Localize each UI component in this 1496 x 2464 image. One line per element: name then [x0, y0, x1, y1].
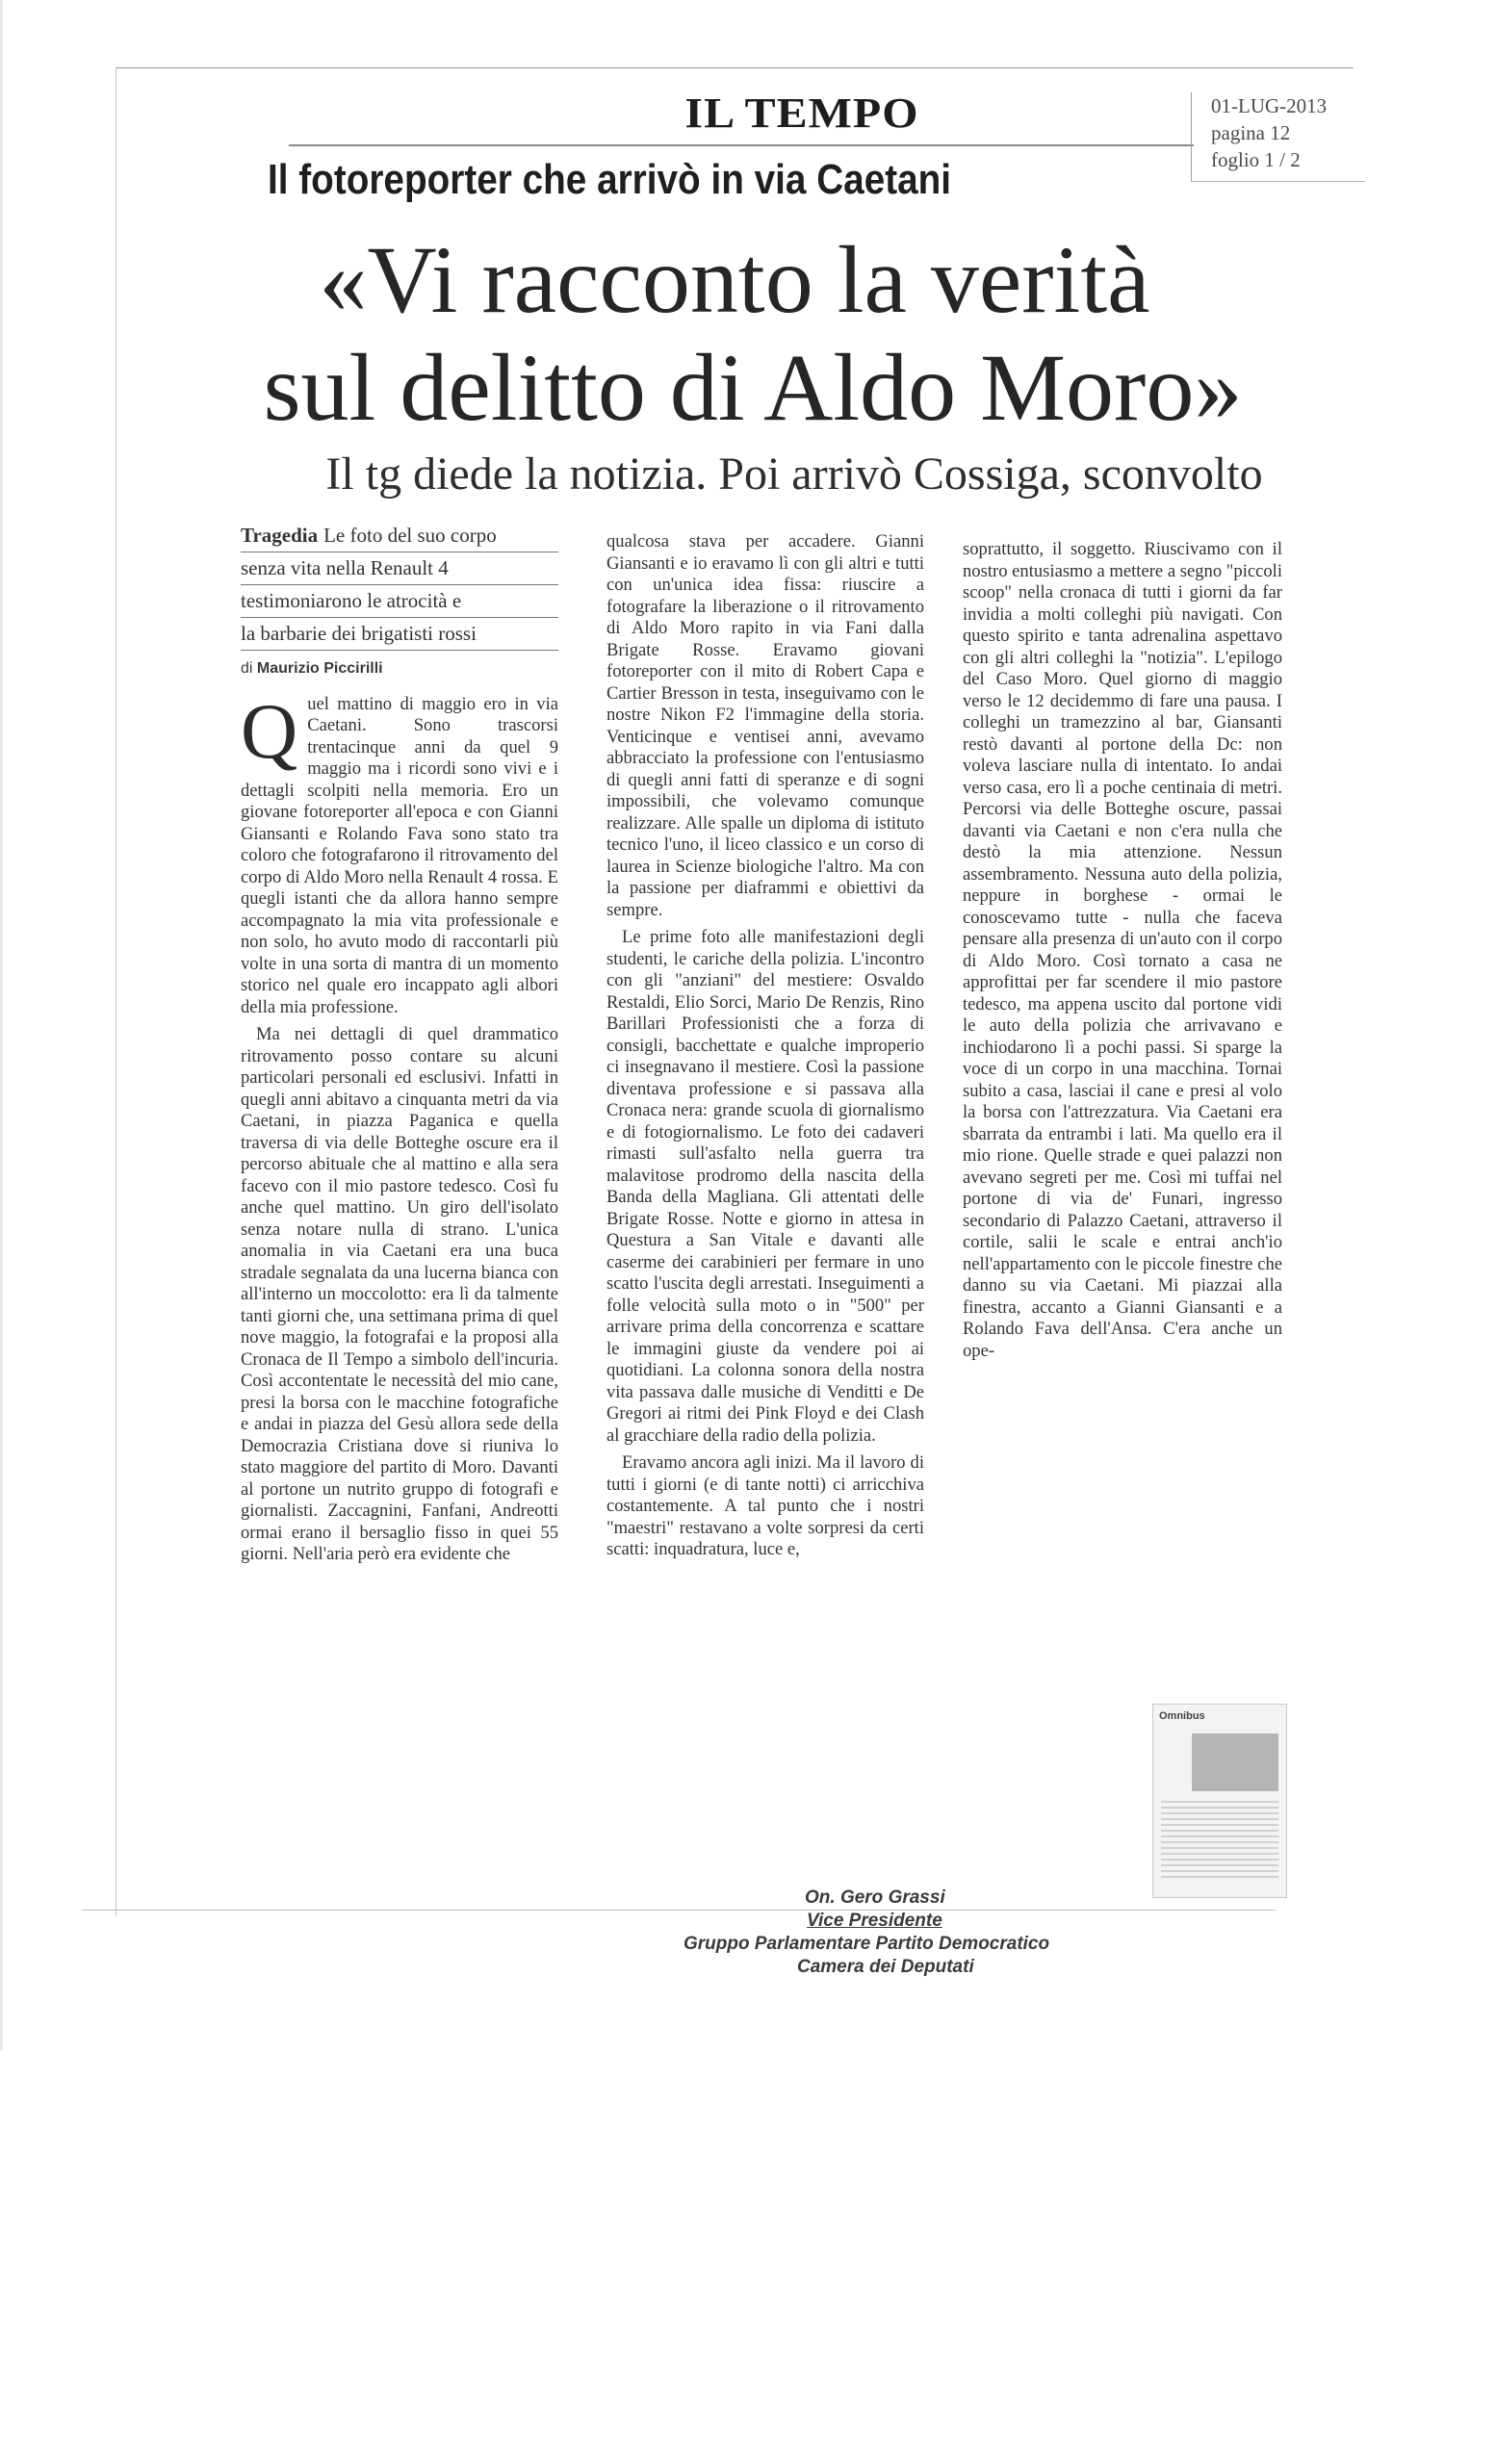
article-column-1 — [241, 520, 558, 1572]
article-column-3 — [963, 539, 1282, 1368]
article-headline — [0, 226, 1496, 442]
meta-page: pagina 12 — [1211, 121, 1291, 144]
paragraph: Eravamo ancora agli inizi. Ma il lavoro di tutti i giorni (e di tante notti) ci arricchiva costantemente. A tal punto che i nostri "maestri" restavano a volte sorpresi da certi scatti: inquadratura, luce e, — [606, 1452, 924, 1559]
summary-line-2: senza vita nella Renault 4 — [241, 552, 558, 585]
signature-chamber: Camera dei Deputati — [797, 1957, 974, 1977]
signature-group: Gruppo Parlamentare Partito Democratico — [684, 1934, 1050, 1954]
article-kicker: Il fotoreporter che arrivò in via Caetani — [268, 156, 952, 203]
newspaper-masthead: IL TEMPO — [684, 90, 919, 137]
meta-sheet: foglio 1 / 2 — [1211, 148, 1301, 171]
paragraph-text: uel mattino di maggio ero in via Caetani. Sono trascorsi trentacinque anni da quel 9 maggio ma i ricordi sono vivi e i dettagli scolpiti nella memoria. Ero un giovane fotoreporter all'epoca e con Gianni Giansanti e Rolando Fava sono stato tra coloro che fotografarono il ritrovamento del corpo di Aldo Moro nella Renault 4 rossa. E quegli istanti che da allora hanno sempre accompagnato la mia vita professionale e non solo, ho avuto modo di raccontarli più volte in una sorta di mantra di un momento storico nel quale ero incappato agli albori della mia professione. — [241, 693, 558, 1017]
summary-line-4: la barbarie dei brigatisti rossi — [241, 618, 558, 651]
thumbnail-photo — [1192, 1733, 1278, 1791]
thumbnail-text-lines — [1161, 1801, 1278, 1878]
summary-label: Tragedia — [241, 524, 319, 547]
page-thumbnail — [1152, 1704, 1287, 1898]
article-summary — [241, 520, 558, 651]
summary-line-1 — [241, 520, 558, 552]
summary-line-3: testimoniarono le atrocità e — [241, 585, 558, 618]
paragraph: qualcosa stava per accadere. Gianni Giansanti e io eravamo lì con gli altri e tutti con un'unica idea fissa: riuscire a fotografare la liberazione o il ritrovamento di Aldo Moro rapito in via Fani dalla Brigate Rosse. Eravamo giovani fotoreporter con il mito di Robert Capa e Cartier Bresson in testa, inseguivamo con le nostre Nikon F2 l'immagine della storia. Venticinque e ventisei anni, avevamo abbracciato la professione con l'entusiasmo di quegli anni fatti di speranze e di sogni impossibili, che volevamo comunque realizzare. Alle spalle un diploma di istituto tecnico l'uno, il liceo classico e un corso di laurea in Scienze biologiche l'altro. Ma con la passione per diaframmi e obiettivi da sempre. — [606, 531, 924, 920]
article-byline — [241, 658, 558, 680]
thumbnail-title: Omnibus — [1159, 1710, 1205, 1722]
signature-role: Vice Presidente — [807, 1911, 942, 1931]
paragraph: Ma nei dettagli di quel drammatico ritrovamento posso contare su alcuni particolari personali ed esclusivi. Infatti in quegli anni abitavo a cinquanta metri da via Caetani, in piazza Paganica e quella traversa di via delle Botteghe oscure era il percorso abituale che al mattino e alla sera facevo con il mio pastore tedesco. Così fu anche quel mattino. Un giro dell'isolato senza notare nulla di strano. L'unica anomalia in via Caetani era una buca stradale segnalata da una lucerna bianca con all'interno un moccolotto: era lì da talmente tanti giorni che, una settimana prima di quel nove maggio, la fotografai e la proposi alla Cronaca de Il Tempo a simbolo dell'incuria. Così accontentate le necessità del mio cane, presi la borsa con le macchine fotografiche e andai in piazza del Gesù allora sede della Democrazia Cristiana dove si riuniva lo stato maggiore del partito di Moro. Davanti al portone un nutrito gruppo di fotografi e giornalisti. Zaccagnini, Fanfani, Andreotti ormai erano il bersaglio fisso in quei 55 giorni. Nell'aria però era evidente che — [241, 1024, 558, 1564]
headline-line-2: sul delitto di Aldo Moro» — [263, 334, 1243, 441]
paragraph — [241, 686, 558, 1019]
paragraph: soprattutto, il soggetto. Riuscivamo con il nostro entusiasmo a mettere a segno "piccoli scoop" nella cronaca di tutti i giorni da far invidia a molti colleghi più navigati. Con questo spirito e tanta adrenalina aspettavo con gli altri colleghi la "notizia". L'epilogo del Caso Moro. Quel giorno di maggio verso le 12 decidemmo di fare una pausa. I colleghi un tramezzino al bar, Giansanti restò davanti al portone della Dc: non voleva lasciare nulla di intentato. Io andai verso casa, ero lì a poche centinaia di metri. Percorsi via delle Botteghe oscure, passai davanti via Caetani e non c'era nulla che destò la mia attenzione. Nessun assembramento. Nessuna auto della polizia, neppure in borghese - ormai le conoscevamo tutte - nulla che faceva pensare alla presenza di un'auto con il corpo di Aldo Moro. Così tornato a casa ne approfittai per far scendere il mio pastore tedesco, ma appena uscito dal portone vidi le auto della polizia che arrivavano e inchiodarono lì a pochi passi. Si sparge la voce di un corpo in una macchina. Tornai subito a casa, lasciai il cane e presi al volo la borsa con l'attrezzatura. Via Caetani era sbarrata da entrambi i lati. Ma quello era il mio rione. Quelle strade e quei palazzi non avevano segreti per me. Così mi tuffai nel portone di via de' Funari, ingresso secondario di Palazzo Caetani, attraverso il cortile, salii le scale e entrai anch'io nell'appartamento con le piccole finestre che danno su via Caetani. Mi piazzai alla finestra, accanto a Gianni Giansanti e a Rolando Fava dell'Ansa. C'era anche un ope- — [963, 539, 1282, 1361]
byline-prefix: di — [241, 660, 253, 677]
masthead-rule — [289, 144, 1194, 146]
clipping-meta-box — [1191, 92, 1365, 182]
article-column-2 — [606, 531, 924, 1567]
paragraph: Le prime foto alle manifestazioni degli studenti, le cariche della polizia. L'incontro con gli "anziani" del mestiere: Osvaldo Restaldi, Elio Sorci, Mario De Renzis, Rino Barillari Professionisti che a forza di consigli, bacchettate e qualche improperio ci insegnavano il mestiere. Così la passione diventava professione e si passava alla Cronaca nera: grande scuola di giornalismo e di fotogiornalismo. Le foto dei cadaveri rimasti sull'asfalto nella guerra tra malavitose prodromo della nascita della Banda della Magliana. Gli attentati delle Brigate Rosse. Notte e giorno in attesa in Questura a San Vitale e davanti alle caserme dei carabinieri per fermare in uno scatto l'uscita degli arrestati. Inseguimenti a folle velocità sulla moto o in "500" per arrivare prima della concorrenza e scattare le immagini giuste da vendere poi ai quotidiani. La colonna sonora della nostra vita passava dalle musiche di Venditti e De Gregori ai ritmi dei Pink Floyd e dei Clash al gracchiare della radio della polizia. — [606, 927, 924, 1446]
headline-line-1: «Vi racconto la verità — [319, 226, 1150, 333]
summary-text-1: Le foto del suo corpo — [323, 524, 497, 547]
signature-stamp — [578, 1886, 1251, 1979]
signature-name: On. Gero Grassi — [805, 1887, 945, 1908]
article-subheadline: Il tg diede la notizia. Poi arrivò Cossiga, sconvolto — [325, 449, 1263, 500]
byline-author: Maurizio Piccirilli — [256, 660, 383, 677]
drop-cap: Q — [241, 686, 298, 775]
meta-date: 01-LUG-2013 — [1211, 94, 1328, 117]
